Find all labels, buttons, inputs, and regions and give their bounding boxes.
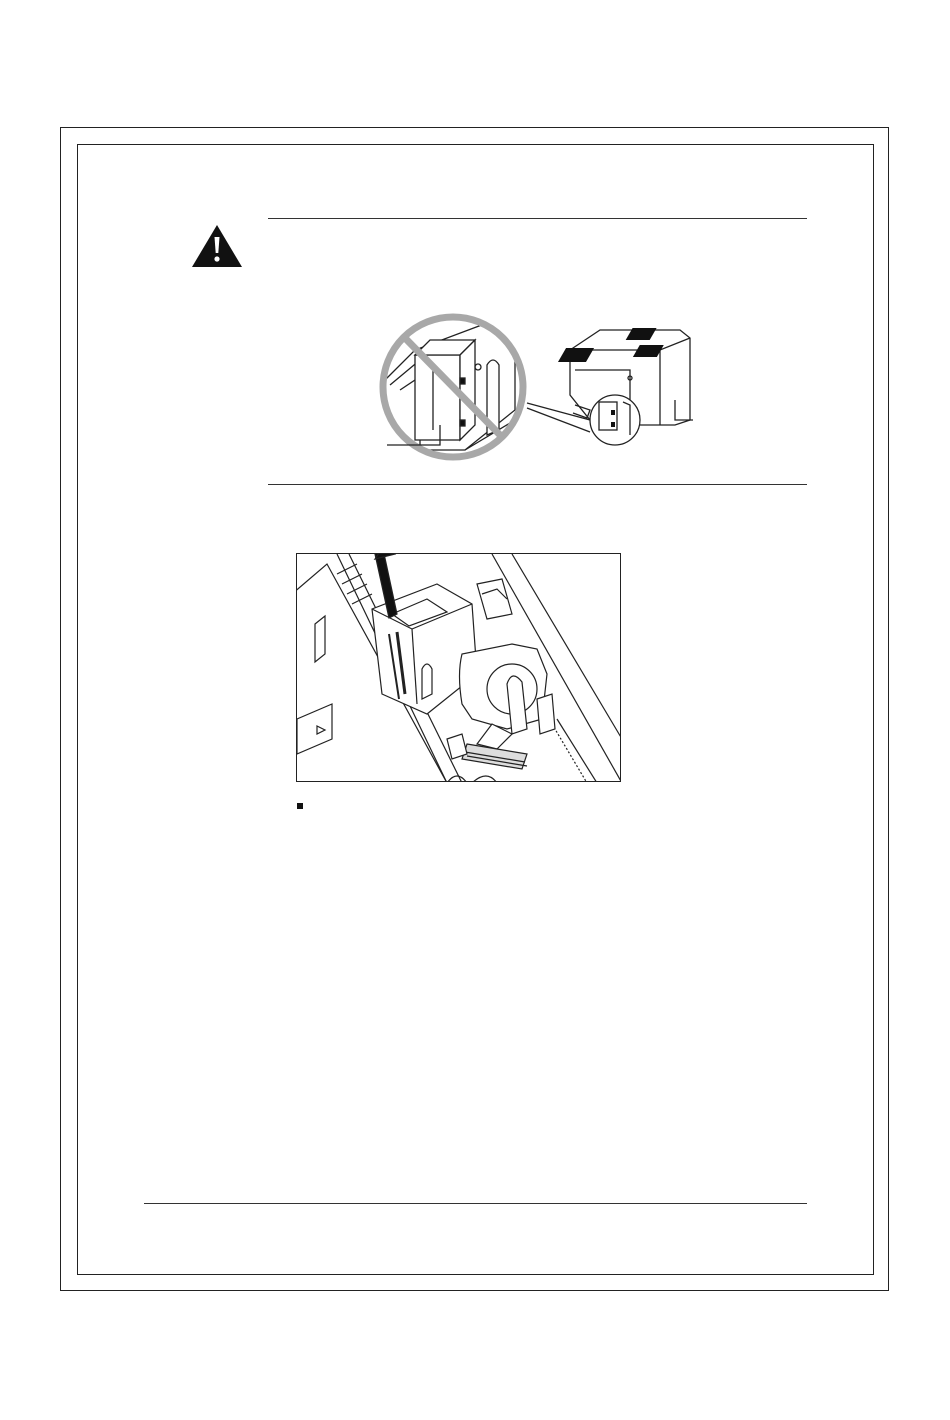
cartridge-holder-drawing	[297, 554, 621, 782]
warning-triangle-icon	[190, 223, 244, 269]
footer-rule	[144, 1203, 807, 1204]
warning-top-rule	[268, 218, 807, 219]
warning-bottom-rule	[268, 484, 807, 485]
prohibited-touch-illustration	[383, 317, 523, 457]
printer-carriage-illustration	[296, 553, 621, 782]
cartridge-contacts-illustration	[375, 310, 700, 465]
square-bullet-icon	[297, 803, 303, 809]
